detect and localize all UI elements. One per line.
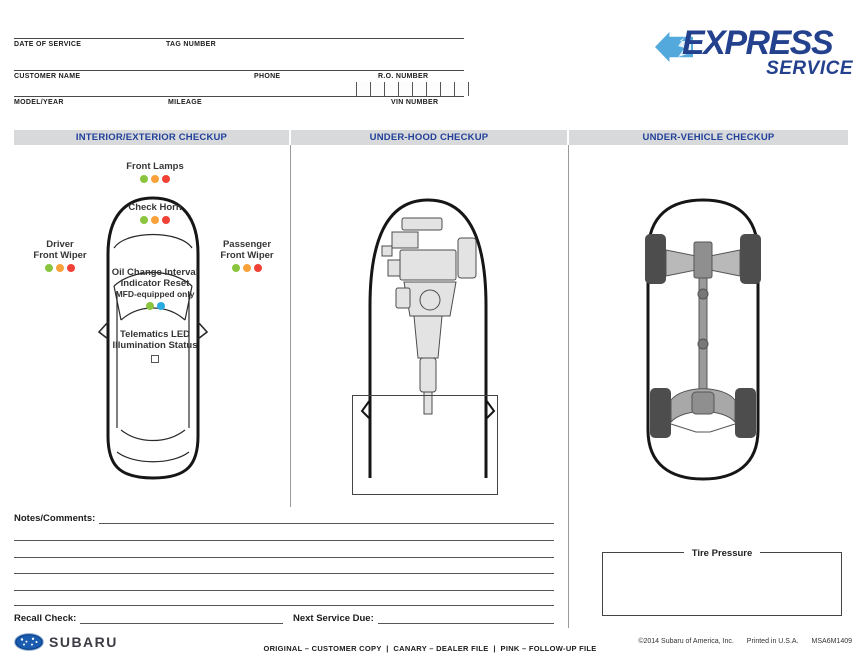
next-service-due-line xyxy=(378,614,554,624)
notes-line xyxy=(14,573,554,574)
tire-pressure-box xyxy=(602,548,842,616)
checkpoint-oil-change-interval-reset xyxy=(88,267,222,310)
field-label-vin-number: VIN NUMBER xyxy=(391,99,439,106)
notes-line xyxy=(14,590,554,591)
status-dot-green xyxy=(232,264,240,272)
field-label-customer-name: CUSTOMER NAME xyxy=(14,73,81,80)
logo-word-service: SERVICE xyxy=(766,58,853,79)
checkpoint-label: Front Lamps xyxy=(126,161,184,172)
status-dot-red xyxy=(162,175,170,183)
status-dot-yellow xyxy=(56,264,64,272)
recall-check-label: Recall Check: xyxy=(14,613,77,624)
notes-comments-row xyxy=(14,513,554,524)
field-label-tag-number: TAG NUMBER xyxy=(166,41,216,48)
status-dots xyxy=(110,216,200,224)
checkpoint-label: Telematics LED xyxy=(119,329,191,340)
notes-line xyxy=(99,514,554,524)
status-dot-yellow xyxy=(151,216,159,224)
checkpoint-label: Indicator Reset xyxy=(120,278,190,289)
checkpoint-label: Front Wiper xyxy=(220,250,274,261)
express-service-logo xyxy=(655,25,855,81)
form-rule-2 xyxy=(14,70,464,71)
status-dot-green xyxy=(146,302,154,310)
recall-check-line xyxy=(80,614,283,624)
status-dots xyxy=(88,302,222,310)
column-header-under-hood: UNDER-HOOD CHECKUP xyxy=(291,130,567,145)
checkpoint-label: Passenger xyxy=(222,239,272,250)
notes-line xyxy=(14,540,554,541)
field-label-mileage: MILEAGE xyxy=(168,99,202,106)
field-label-ro-number: R.O. NUMBER xyxy=(378,73,429,80)
field-label-model-year: MODEL/YEAR xyxy=(14,99,64,106)
form-rule-1 xyxy=(14,38,464,39)
subaru-wordmark: SUBARU xyxy=(49,634,118,650)
under-vehicle-chassis-diagram xyxy=(638,192,768,487)
status-dot-green xyxy=(140,216,148,224)
checkpoint-label: Driver xyxy=(46,239,74,250)
form-number: MSA6M1409 xyxy=(811,638,852,645)
service-performed-box xyxy=(352,395,498,495)
status-dot-red xyxy=(254,264,262,272)
status-dot-blue xyxy=(157,302,165,310)
status-dot-yellow xyxy=(151,175,159,183)
notes-line xyxy=(14,605,554,606)
field-label-date-of-service: DATE OF SERVICE xyxy=(14,41,82,48)
form-rule-3 xyxy=(14,96,464,97)
checkpoint-label: Check Horn xyxy=(128,202,182,213)
checkpoint-check-horn xyxy=(110,202,200,224)
recall-next-service-row xyxy=(14,613,554,624)
column-divider-1 xyxy=(290,145,291,507)
logo-word-express: EXPRESS xyxy=(682,24,833,62)
status-dot-red xyxy=(162,216,170,224)
field-label-phone: PHONE xyxy=(254,73,281,80)
next-service-due-label: Next Service Due: xyxy=(292,613,374,624)
notes-comments-label: Notes/Comments: xyxy=(14,513,96,524)
status-dot-yellow xyxy=(243,264,251,272)
checkpoint-label: Illumination Status xyxy=(112,340,198,351)
column-header-interior-exterior: INTERIOR/EXTERIOR CHECKUP xyxy=(14,130,289,145)
status-dots xyxy=(105,175,205,183)
footer-legal xyxy=(638,638,852,645)
vin-comb-field xyxy=(356,82,469,96)
checkpoint-label: Front Wiper xyxy=(33,250,87,261)
status-dot-green xyxy=(140,175,148,183)
checkpoint-telematics-led-status xyxy=(90,329,220,363)
checkpoint-front-lamps xyxy=(105,161,205,183)
column-header-under-vehicle: UNDER-VEHICLE CHECKUP xyxy=(569,130,848,145)
checkpoint-label: Oil Change Interval xyxy=(111,267,199,278)
checkpoint-sublabel: MFD-equipped only xyxy=(115,289,195,299)
status-dot-green xyxy=(45,264,53,272)
column-divider-2 xyxy=(568,145,569,628)
tire-pressure-title: Tire Pressure xyxy=(603,547,841,559)
led-checkbox xyxy=(151,355,159,363)
printed-in-text: Printed in U.S.A. xyxy=(746,638,799,645)
copyright-text: ©2014 Subaru of America, Inc. xyxy=(638,638,734,645)
status-dot-red xyxy=(67,264,75,272)
telematics-led-row xyxy=(90,355,220,363)
copy-distribution-text: ORIGINAL – CUSTOMER COPY | CANARY – DEALER FILE | PINK – FOLLOW-UP FILE xyxy=(263,644,597,653)
notes-line xyxy=(14,557,554,558)
